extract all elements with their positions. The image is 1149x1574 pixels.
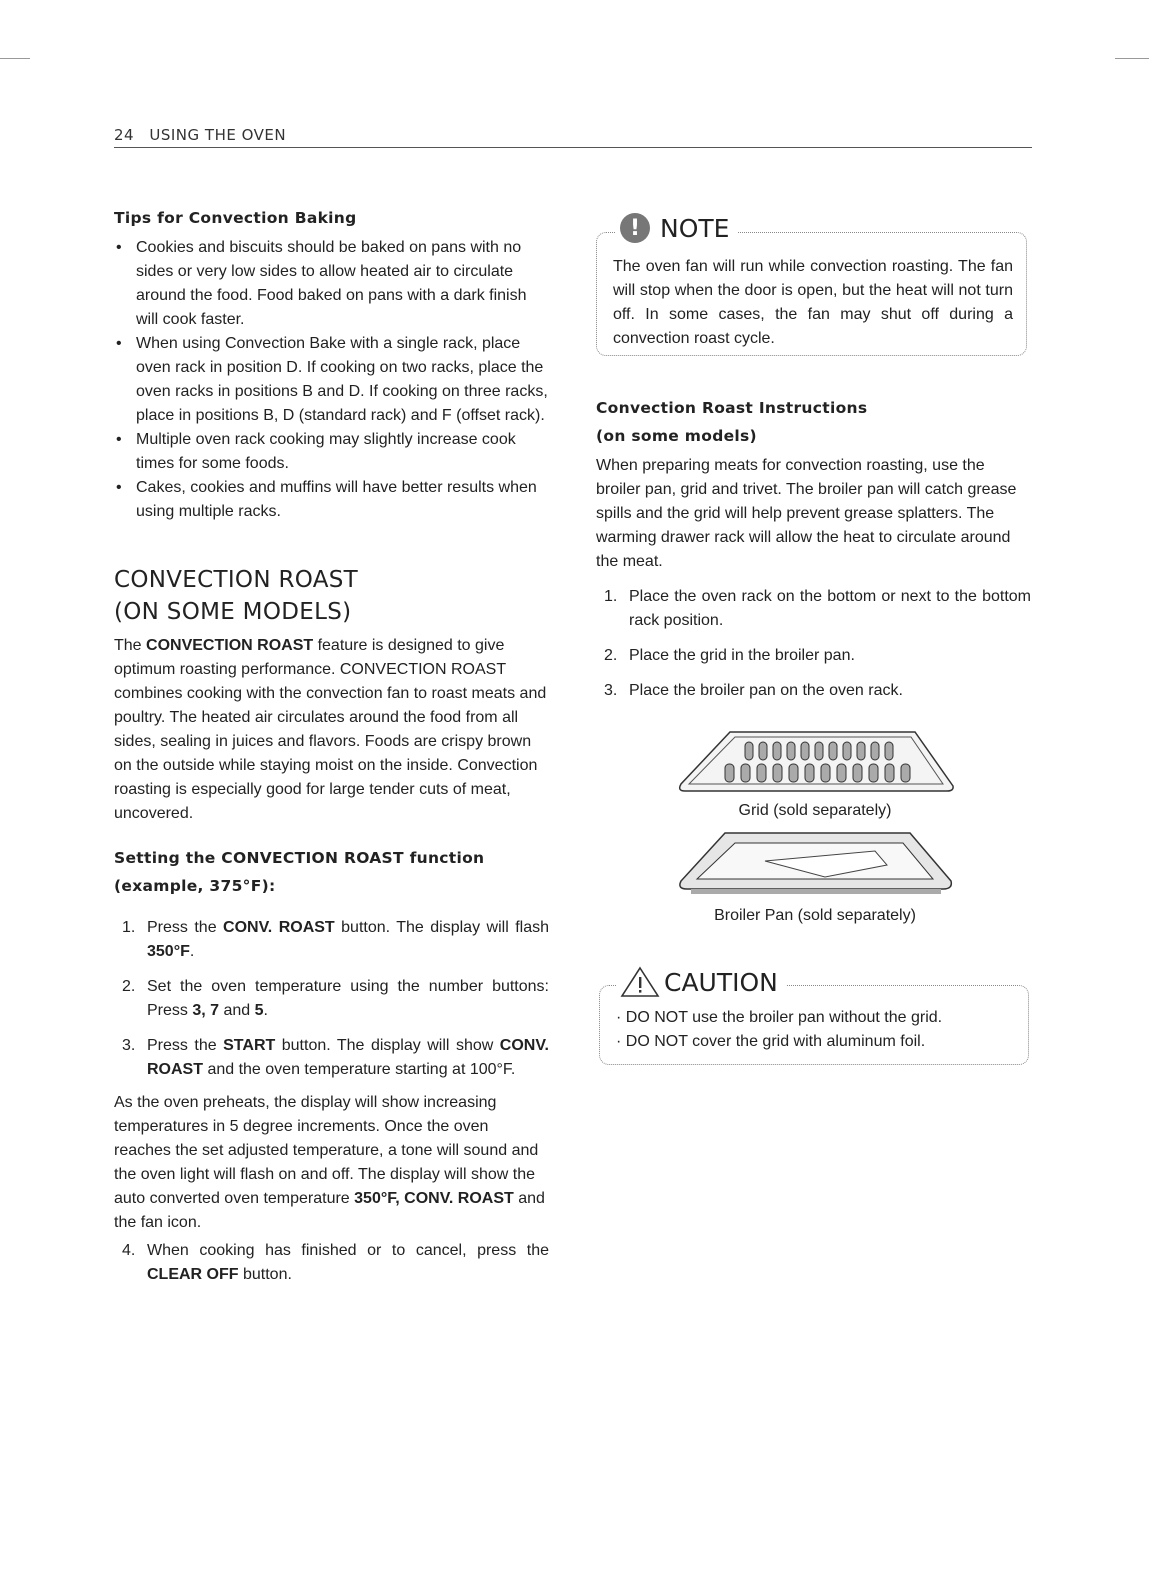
caution-list — [616, 1006, 942, 1054]
heading-line: (example, 375°F): — [114, 877, 276, 895]
heading-line: Setting the CONVECTION ROAST function — [114, 849, 485, 867]
step-item — [596, 585, 1031, 633]
caution-title-text: CAUTION — [664, 967, 778, 997]
bold-text: 5 — [254, 1002, 264, 1019]
section-title: USING THE OVEN — [149, 126, 287, 144]
step-number: 3. — [122, 1037, 136, 1054]
caution-item-text: DO NOT use the broiler pan without the grid. — [625, 1009, 943, 1026]
step-text — [629, 644, 855, 668]
step-text — [629, 585, 1031, 633]
instruction-steps — [596, 585, 1031, 703]
text-run: When cooking has finished or to cancel, press the — [147, 1242, 549, 1259]
note-title — [616, 213, 737, 243]
text-run: button. The display will flash — [334, 919, 549, 936]
step-text — [147, 916, 549, 964]
heading-line: Convection Roast Instructions — [596, 399, 868, 417]
section-heading-line: CONVECTION ROAST — [114, 567, 359, 593]
crop-mark — [0, 58, 30, 59]
text-run: Place the broiler pan on the oven rack. — [629, 682, 903, 699]
step-number: 2. — [122, 978, 136, 995]
text-run: Set the oven temperature using the number buttons: Press — [147, 978, 549, 1019]
text-run: button. The display will show — [275, 1037, 500, 1054]
text-run: and the fan icon. — [114, 1190, 545, 1231]
text-run: feature is designed to give optimum roasting performance. CONVECTION ROAST combines cooking with the convection fan to roast meats and poultry. The heated air circulates around the food from all sides, sealing in juices and flavors. Foods are crispy brown on the outside while staying moist on the inside. Convection roasting is especially good for large tender cuts of meat, uncovered. — [114, 637, 547, 822]
text-run: . — [189, 943, 195, 960]
broiler-pan-illustration — [675, 829, 955, 899]
caution-item: · DO NOT use the broiler pan without the grid. — [616, 1009, 943, 1026]
section-heading-line: (ON SOME MODELS) — [114, 599, 352, 625]
step-item — [596, 644, 1031, 668]
text-run: and the oven temperature starting at 100°F. — [203, 1061, 516, 1078]
text-run: Press the — [147, 1037, 224, 1054]
bold-text: CONV. ROAST — [147, 1037, 549, 1078]
tip-item: • Multiple oven rack cooking may slightly increase cook times for some foods. — [114, 428, 549, 476]
tip-item: • Cookies and biscuits should be baked on pans with no sides or very low sides to allow heated air to circulate around the food. Food baked on pans with a dark finish will cook faster. — [114, 236, 549, 332]
step-item — [596, 679, 1031, 703]
step-number: 2. — [604, 647, 618, 664]
note-text: The oven fan will run while convection roasting. The fan will stop when the door is open, but the heat will not turn off. In some cases, the fan may shut off during a convection roast cycle. — [613, 258, 1013, 347]
broiler-pan-caption: Broiler Pan (sold separately) — [714, 907, 916, 924]
bold-text: CLEAR OFF — [147, 1266, 239, 1283]
bold-text: CONV. ROAST — [223, 919, 335, 936]
warning-triangle-icon — [620, 966, 660, 998]
tips-list — [114, 236, 549, 524]
text-run: Press the — [147, 919, 224, 936]
text-run: Place the oven rack on the bottom or next to the bottom rack position. — [629, 588, 1031, 629]
setting-heading — [114, 844, 549, 900]
grid-figure — [670, 728, 960, 928]
caution-item-text: DO NOT cover the grid with aluminum foil. — [625, 1033, 926, 1050]
text-run: button. — [238, 1266, 292, 1283]
preheat-paragraph — [114, 1091, 549, 1235]
bold-text: START — [223, 1037, 276, 1054]
text-run: As the oven preheats, the display will show increasing temperatures in 5 degree increments. Once the oven reaches the set adjusted temperature, a tone will sound and the oven light will flash on and off. The display will show the auto converted oven temperature — [114, 1094, 539, 1207]
tip-item: • When using Convection Bake with a single rack, place oven rack in position D. If cooking on two racks, place the oven racks in positions B and D. If cooking on three racks, place in positions B, D (standard rack) and F (offset rack). — [114, 332, 549, 428]
step-item — [114, 975, 549, 1023]
bold-text: 3, 7 — [192, 1002, 220, 1019]
heading-line: (on some models) — [596, 427, 757, 445]
step-number: 4. — [122, 1242, 136, 1259]
setting-steps — [114, 916, 549, 1082]
step-text — [147, 1034, 549, 1082]
bold-text: CONVECTION ROAST — [146, 637, 314, 654]
roast-intro — [114, 634, 549, 826]
instructions-text: When preparing meats for convection roasting, use the broiler pan, grid and trivet. The broiler pan will catch grease spills and the grid will help prevent grease splatters. The warming drawer rack will allow the heat to circulate around the meat. — [596, 457, 1017, 570]
section-heading — [114, 564, 549, 628]
grid-caption: Grid (sold separately) — [738, 802, 892, 819]
setting-step-4 — [114, 1239, 549, 1287]
text-run: Place the grid in the broiler pan. — [629, 647, 855, 664]
page-number: 24 — [114, 126, 135, 144]
tip-item: • Cakes, cookies and muffins will have better results when using multiple racks. — [114, 476, 549, 524]
step-text — [629, 679, 903, 703]
step-item — [114, 916, 549, 964]
step-number: 1. — [122, 919, 136, 936]
left-column — [114, 204, 549, 1298]
bold-text: 350°F, CONV. ROAST — [354, 1190, 514, 1207]
note-box — [596, 232, 1027, 356]
text-run: . — [263, 1002, 268, 1019]
step-item — [114, 1239, 549, 1287]
grid-illustration — [675, 728, 955, 794]
text-run: and — [219, 1002, 255, 1019]
note-title-text: NOTE — [660, 213, 730, 243]
exclamation-icon: ! — [620, 213, 650, 243]
caution-item: · DO NOT cover the grid with aluminum foil. — [616, 1033, 926, 1050]
tips-heading: Tips for Convection Baking — [114, 209, 357, 227]
bold-text: 350°F — [147, 943, 190, 960]
step-text — [147, 975, 549, 1023]
step-item — [114, 1034, 549, 1082]
page-header — [114, 126, 1032, 148]
step-number: 1. — [604, 588, 618, 605]
right-column — [596, 394, 1031, 714]
caution-title — [616, 966, 786, 998]
step-text — [147, 1239, 549, 1287]
instructions-heading — [596, 394, 1031, 450]
crop-mark — [1115, 58, 1149, 59]
step-number: 3. — [604, 682, 618, 699]
text-run: The — [114, 637, 147, 654]
